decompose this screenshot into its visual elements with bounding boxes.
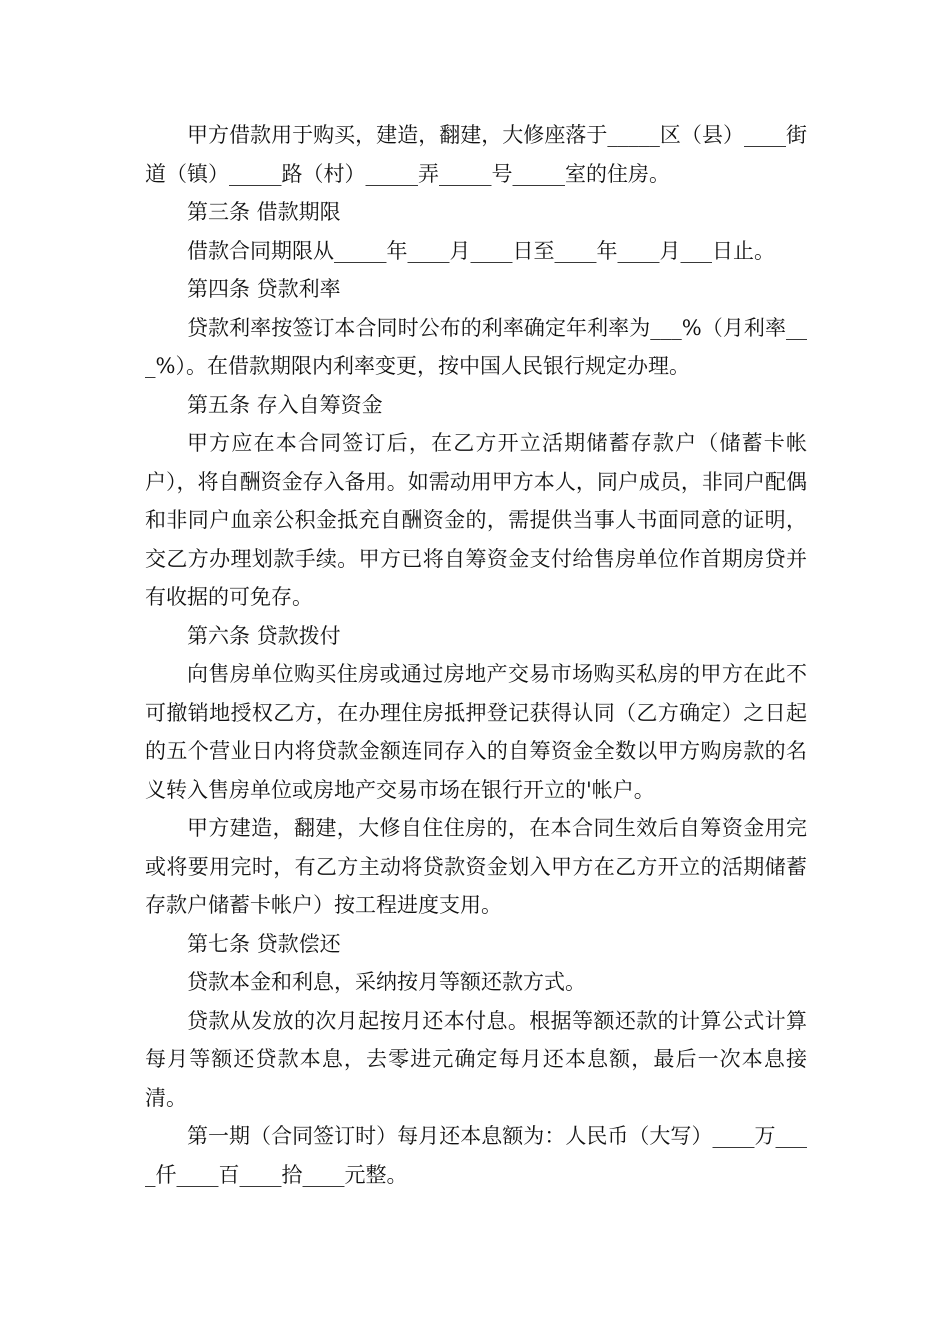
heading-article-6: 第六条 贷款拨付 — [187, 623, 341, 648]
paragraph-loan-purpose: 甲方借款用于购买，建造，翻建，大修座落于_____区（县）____街道（镇）_____路（村）_____弄_____号_____室的住房。 — [145, 123, 807, 186]
paragraph-disbursement-purchase: 向售房单位购买住房或通过房地产交易市场购买私房的甲方在此不可撤销地授权乙方，在办理住房抵押登记获得认同（乙方确定）之日起的五个营业日内将贷款金额连同存入的自筹资金全数以甲方购房款的名义转入售房单位或房地产交易市场在银行开立的'帐户。 — [145, 662, 807, 802]
paragraph-disbursement-build: 甲方建造，翻建，大修自住住房的，在本合同生效后自筹资金用完或将要用完时，有乙方主动将贷款资金划入甲方在乙方开立的活期储蓄存款户储蓄卡帐户）按工程进度支用。 — [145, 816, 807, 917]
document-body — [145, 116, 807, 1194]
paragraph-repayment-method: 贷款本金和利息，采纳按月等额还款方式。 — [187, 970, 586, 994]
paragraph-repayment-schedule: 贷款从发放的次月起按月还本付息。根据等额还款的计算公式计算每月等额还贷款本息，去零进元确定每月还本息额，最后一次本息接清。 — [145, 1008, 807, 1110]
heading-article-7: 第七条 贷款偿还 — [187, 931, 341, 956]
heading-article-4: 第四条 贷款利率 — [187, 277, 341, 301]
paragraph-self-funds: 甲方应在本合同签订后，在乙方开立活期储蓄存款户（储蓄卡帐户），将自酬资金存入备用。如需动用甲方本人，同户成员，非同户配偶和非同户血亲公积金抵充自酬资金的，需提供当事人书面同意的证明，交乙方办理划款手续。甲方已将自筹资金支付给售房单位作首期房贷并有收据的可免存。 — [145, 431, 807, 609]
paragraph-interest-rate: 贷款利率按签订本合同时公布的利率确定年利率为___%（月利率___%）。在借款期限内利率变更，按中国人民银行规定办理。 — [145, 315, 807, 378]
paragraph-first-installment: 第一期（合同签订时）每月还本息额为：人民币（大写）____万____仟____百____拾____元整。 — [145, 1124, 807, 1187]
paragraph-loan-term: 借款合同期限从_____年____月____日至____年____月___日止。 — [187, 238, 775, 263]
heading-article-5: 第五条 存入自筹资金 — [187, 392, 383, 417]
heading-article-3: 第三条 借款期限 — [187, 200, 341, 224]
